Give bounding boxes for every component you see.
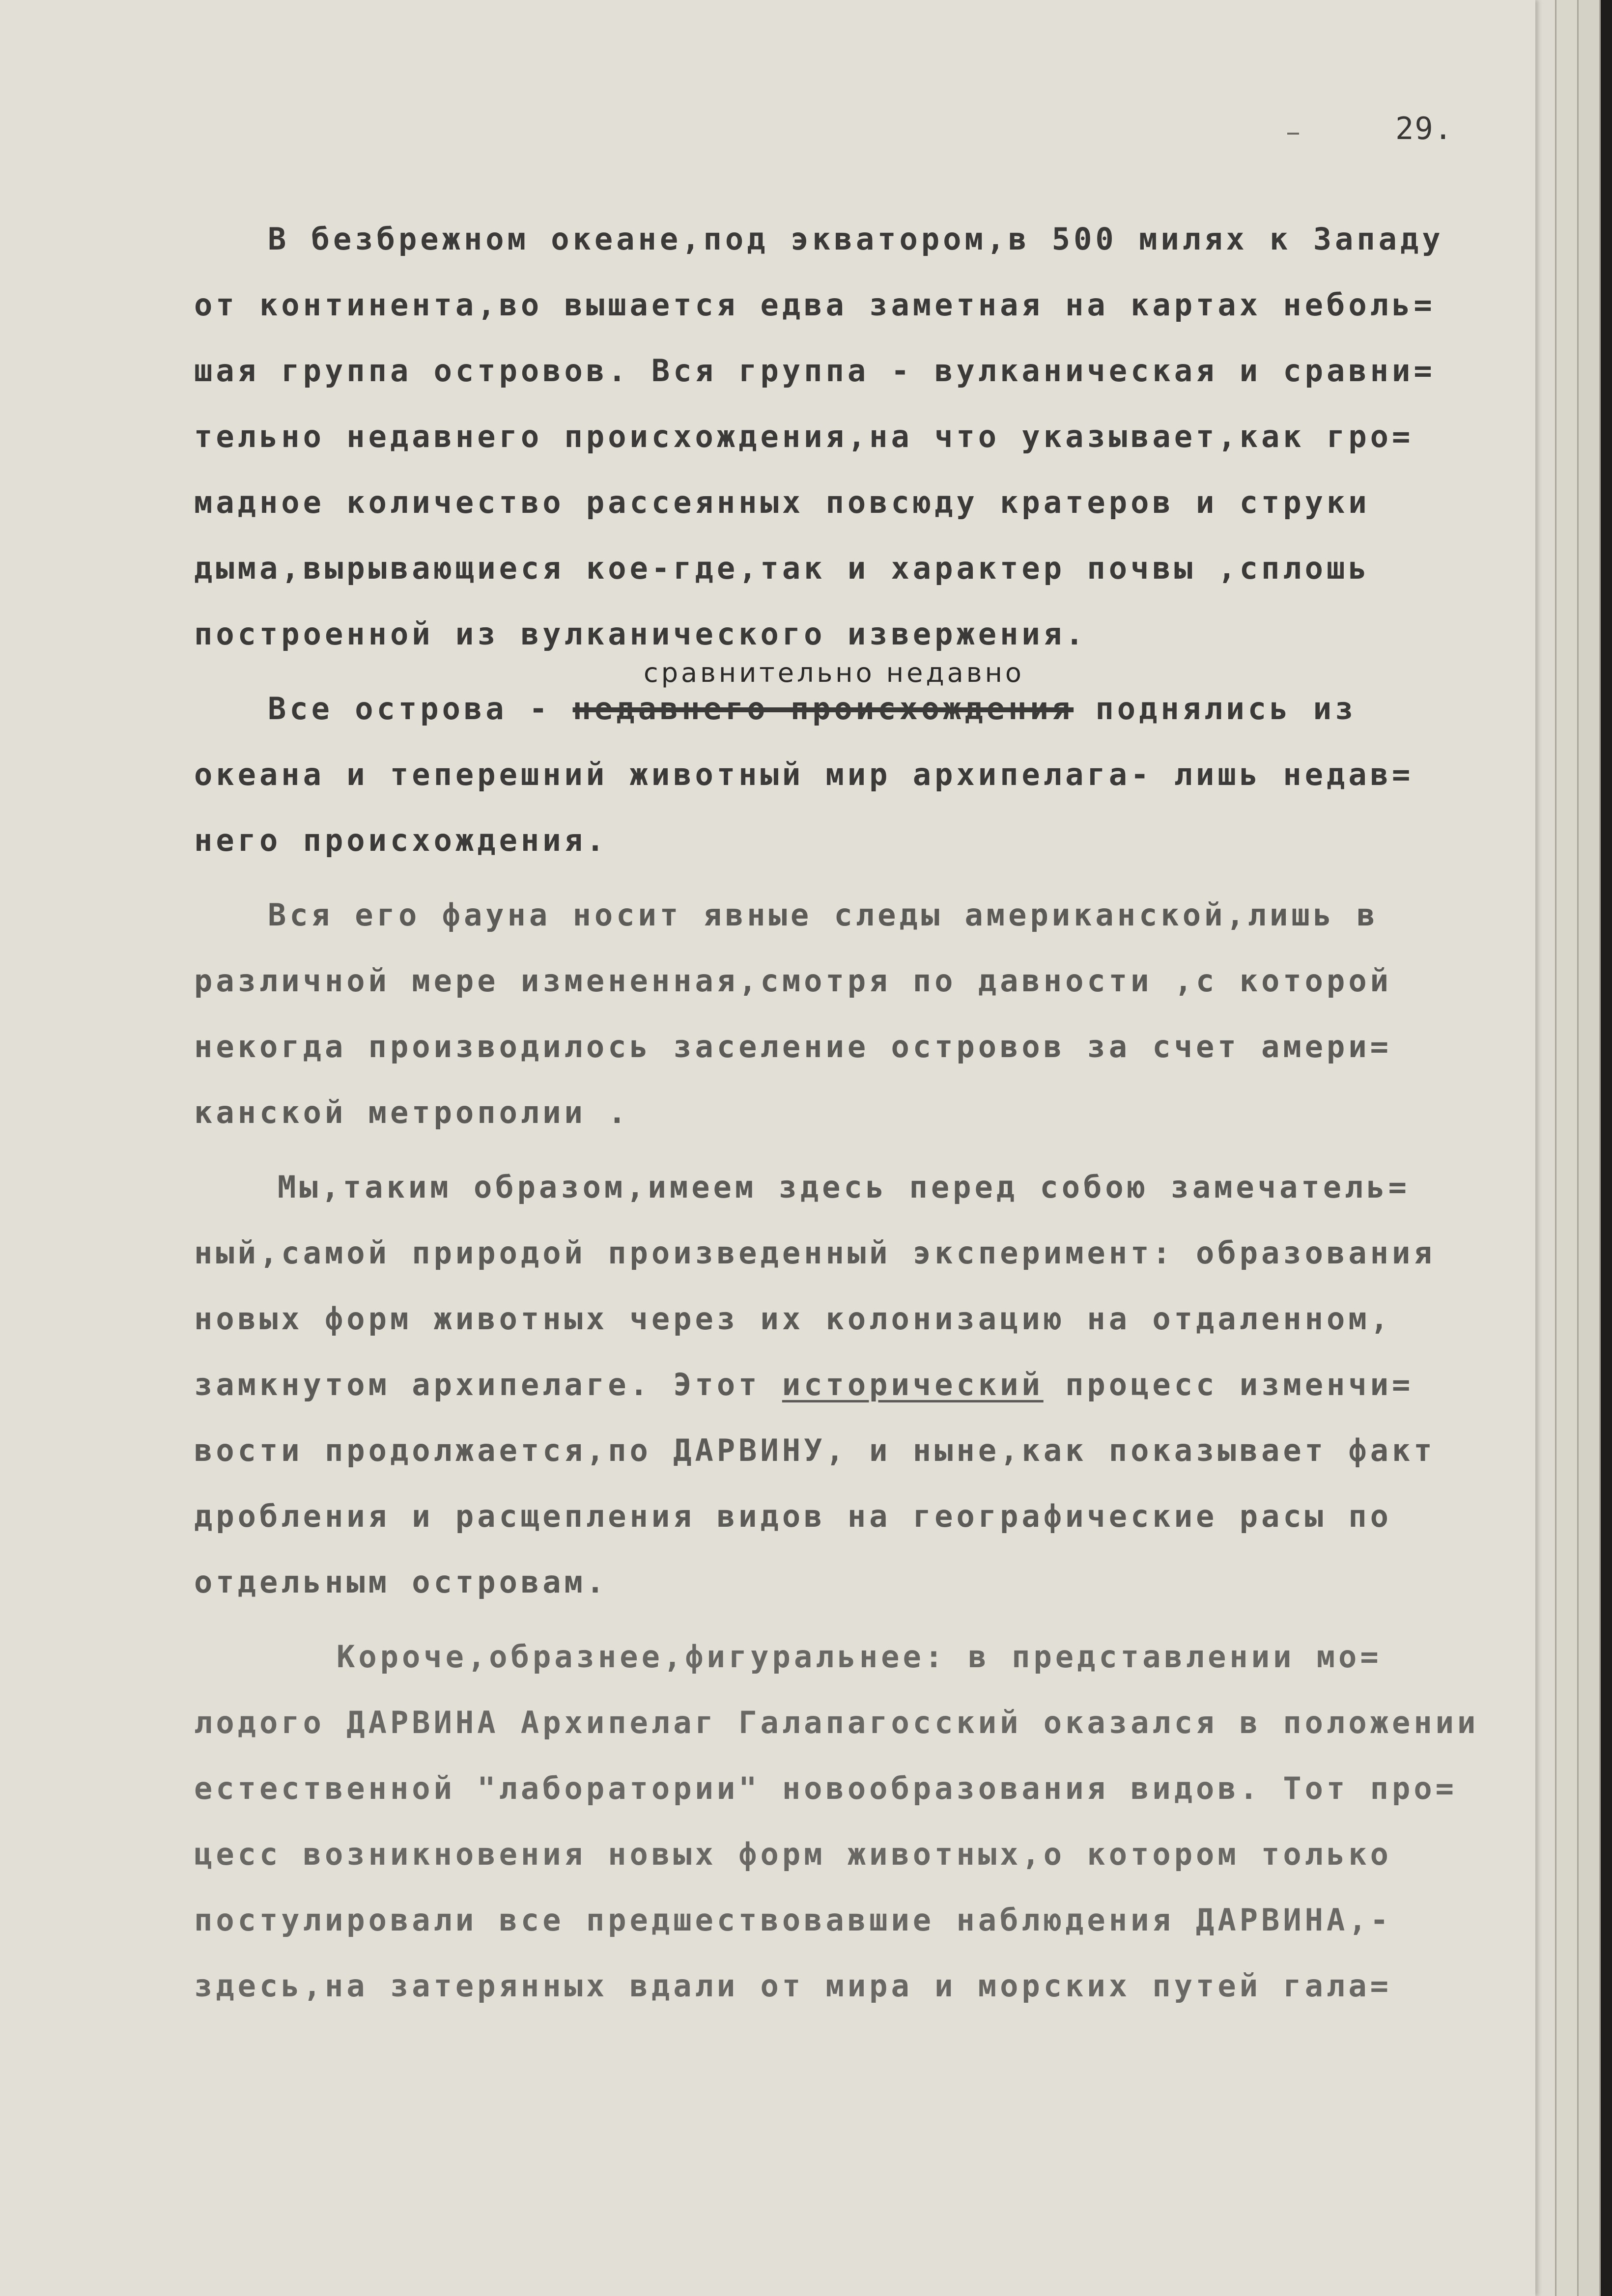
text-line-with-correction <box>194 676 1491 742</box>
body-text <box>194 206 1491 2019</box>
text-line-with-underline <box>194 1352 1491 1418</box>
text-line: шая группа островов. Вся группа - вулканическая и сравни= <box>194 353 1436 389</box>
text-line: некогда производилось заселение островов за счет амери= <box>194 1029 1392 1064</box>
text-line: мадное количество рассеянных повсюду кратеров и струки <box>194 484 1370 520</box>
text-line: отдельным островам. <box>194 1564 608 1600</box>
text-line: канской метрополии . <box>194 1094 630 1130</box>
text-line: Вся его фауна носит явные следы американской,лишь в <box>268 897 1379 933</box>
pencil-mark <box>1287 133 1299 135</box>
text-line: вости продолжается,по ДАРВИНУ, и ныне,как показывает факт <box>194 1432 1436 1468</box>
text-line: различной мере измененная,смотря по давности ,с которой <box>194 963 1392 999</box>
text-line: Короче,образнее,фигуральнее: в представлении мо= <box>337 1639 1382 1675</box>
text-line: океана и теперешний животный мир архипелага- лишь недав= <box>194 756 1414 792</box>
text-line: Мы,таким образом,имеем здесь перед собою замечатель= <box>278 1169 1411 1205</box>
text-line: тельно недавнего происхождения,на что указывает,как гро= <box>194 419 1414 454</box>
text-line: здесь,на затерянных вдали от мира и морских путей гала= <box>194 1968 1392 2004</box>
text-line: него происхождения. <box>194 822 608 858</box>
line-prefix: Все острова - <box>268 691 551 727</box>
text-line: В безбрежном океане,под экватором,в 500 милях к Западу <box>268 221 1444 257</box>
text-line: построенной из вулканического извержения. <box>194 616 1087 652</box>
text-line: новых форм животных через их колонизацию на отдаленном, <box>194 1301 1392 1337</box>
text-line: цесс возникновения новых форм животных,о котором только <box>194 1836 1392 1872</box>
struck-out-phrase: недавнего происхождения <box>572 691 1074 727</box>
line-suffix: поднялись из <box>1074 691 1357 727</box>
page-number: 29. <box>1395 111 1453 146</box>
line-prefix: замкнутом архипелаге. Этот <box>194 1367 761 1402</box>
text-line: естественной "лаборатории" новообразования видов. Тот про= <box>194 1770 1457 1806</box>
handwritten-insertion: сравнительно недавно <box>644 657 1024 688</box>
text-line: дробления и расщепления видов на географические расы по <box>194 1498 1392 1534</box>
underlined-word: исторический <box>782 1367 1044 1402</box>
text-line: дыма,вырывающиеся кое-где,так и характер почвы ,сплошь <box>194 550 1370 586</box>
line-suffix: процесс изменчи= <box>1043 1367 1414 1402</box>
text-line: от континента,во вышается едва заметная на картах неболь= <box>194 287 1436 323</box>
text-line: ный,самой природой произведенный эксперимент: образования <box>194 1235 1436 1271</box>
text-line: лодого ДАРВИНА Архипелаг Галапагосский оказался в положении <box>194 1705 1479 1740</box>
text-line: постулировали все предшествовавшие наблюдения ДАРВИНА,- <box>194 1902 1392 1938</box>
